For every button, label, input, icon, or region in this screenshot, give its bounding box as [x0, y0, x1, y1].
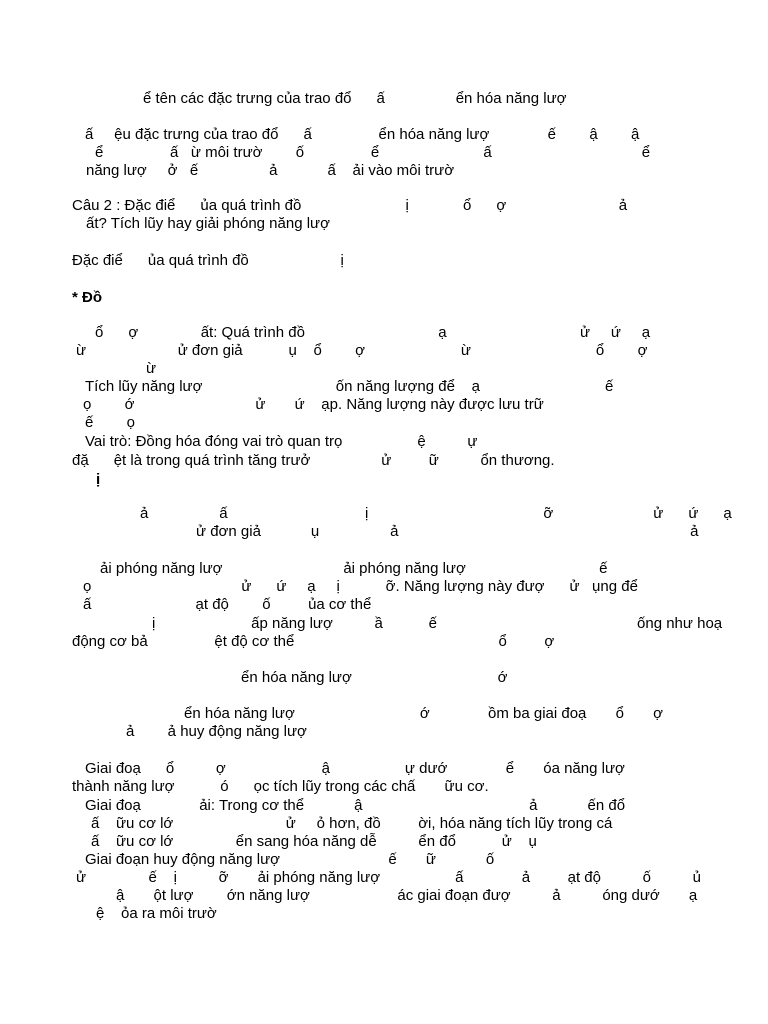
paragraph-line: ả ấ ị ỡ ử ứ ạ — [140, 505, 732, 522]
heading-line: ể tên các đặc trưng của trao đổ ấ ển hóa năng lượ — [143, 90, 567, 107]
paragraph-line: ị — [96, 471, 101, 488]
paragraph-line: ải phóng năng lượ ải phóng năng lượ ế — [100, 560, 608, 577]
paragraph-line: ế ọ — [85, 414, 136, 431]
feature-line: Đặc điể ủa quá trình đồ ị — [72, 252, 344, 269]
paragraph-line: Giai đoạ ải: Trong cơ thể ậ ả ến đổ — [85, 797, 626, 814]
paragraph-line: ọ ử ứ ạ ị ỡ. Năng lượng này đượ ử ụng để — [83, 578, 638, 595]
paragraph-line: động cơ bả ệt độ cơ thể ổ ợ — [72, 633, 555, 650]
paragraph-line: Tích lũy năng lượ ốn năng lượng để ạ ế — [85, 378, 614, 395]
paragraph-line: ệ ỏa ra môi trườ — [96, 905, 217, 922]
paragraph-line: ọ ớ ử ứ ạp. Năng lượng này được lưu trữ — [83, 396, 544, 413]
paragraph-line: ấ ữu cơ lớ ển sang hóa năng dễ ển đổ ử ụ — [91, 833, 537, 850]
paragraph-line: ổ ợ ất: Quá trình đồ ạ ử ứ ạ — [95, 324, 651, 341]
paragraph-line: Vai trò: Đồng hóa đóng vai trò quan trọ ệ ự — [85, 433, 478, 450]
paragraph-line: ả ả huy động năng lượ — [126, 723, 307, 740]
paragraph-line: Giai đoạn huy động năng lượ ế ữ ố — [85, 851, 495, 868]
paragraph-line: ể ấ ừ môi trườ ố ể ấ ể — [95, 144, 651, 161]
paragraph-line: đặ ệt là trong quá trình tăng trưở ử ữ ổn thương. — [72, 452, 555, 469]
paragraph-line: ển hóa năng lượ ớ ồm ba giai đoạ ổ ợ — [184, 705, 663, 722]
paragraph-line: ị ấp năng lượ ầ ế ống như hoạ — [152, 615, 723, 632]
question-line: ất? Tích lũy hay giải phóng năng lượ — [86, 215, 330, 232]
paragraph-line: ển hóa năng lượ ớ — [241, 669, 508, 686]
paragraph-line: Giai đoạ ổ ợ ậ ự dướ ể óa năng lượ — [85, 760, 625, 777]
paragraph-line: ừ — [146, 360, 157, 377]
section-label: * Đồ — [72, 289, 102, 306]
paragraph-line: ừ ử đơn giả ụ ổ ợ ừ ổ ợ — [76, 342, 648, 359]
question-line: Câu 2 : Đặc điể ủa quá trình đồ ị ổ ợ ả — [72, 197, 628, 214]
paragraph-line: ấ ữu cơ lớ ử ỏ hơn, đồ ời, hóa năng tích lũy trong cá — [91, 815, 613, 832]
paragraph-line: năng lượ ở ế ả ấ ải vào môi trườ — [86, 162, 455, 179]
paragraph-line: thành năng lượ ó ọc tích lũy trong các chấ ữu cơ. — [72, 778, 489, 795]
paragraph-line: ử ế ị ỡ ải phóng năng lượ ấ ả ạt độ ố ủ — [76, 869, 701, 886]
paragraph-line: ử đơn giả ụ ả ả — [196, 523, 699, 540]
paragraph-line: ấ ạt độ ố ủa cơ thể — [83, 596, 372, 613]
paragraph-line: ậ ột lượ ớn năng lượ ác giai đoạn đượ ả óng dướ ạ — [116, 887, 698, 904]
paragraph-line: ấ ệu đặc trưng của trao đổ ấ ển hóa năng lượ ế ậ ậ — [85, 126, 640, 143]
